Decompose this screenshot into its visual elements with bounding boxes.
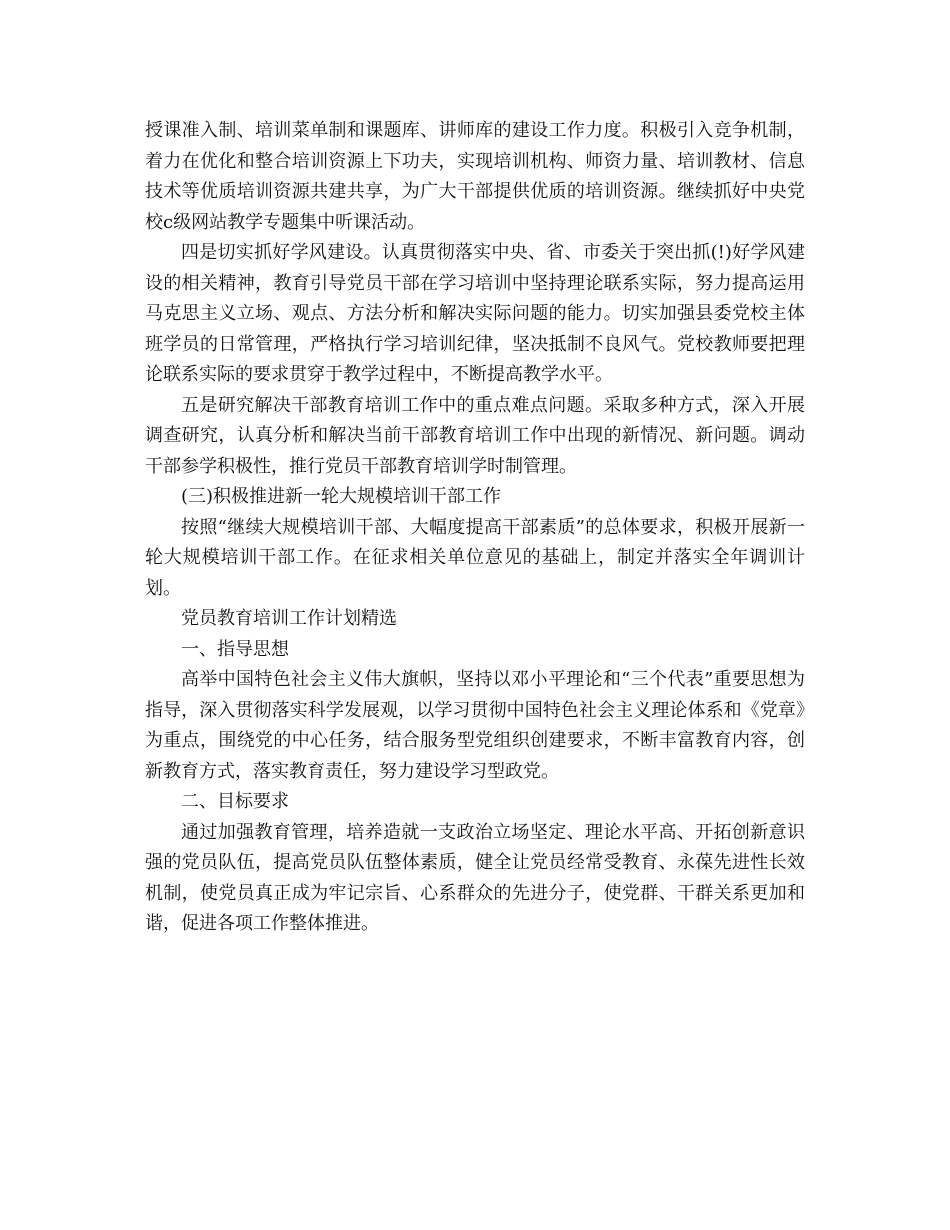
- paragraph-large-scale-training: 按照“继续大规模培训干部、大幅度提高干部素质”的总体要求，积极开展新一轮大规模培训干部工作。在征求相关单位意见的基础上，制定并落实全年调训计划。: [145, 516, 805, 599]
- section-heading-guiding-thought: 一、指导思想: [181, 638, 289, 660]
- paragraph-study-style: 四是切实抓好学风建设。认真贯彻落实中央、省、市委关于突出抓(!)好学风建设的相关精神，教育引导党员干部在学习培训中坚持理论联系实际，努力提高运用马克思主义立场、观点、方法分析和解决实际问题的能力。切实加强县委党校主体班学员的日常管理，严格执行学习培训纪律，坚决抵制不良风气。党校教师要把理论联系实际的要求贯穿于教学过程中，不断提高教学水平。: [145, 242, 805, 385]
- section-heading-goals: 二、目标要求: [181, 791, 289, 812]
- document-body: [145, 116, 805, 940]
- paragraph-key-problems: 五是研究解决干部教育培训工作中的重点难点问题。采取多种方式，深入开展调查研究，认真分析和解决当前干部教育培训工作中出现的新情况、新问题。调动干部参学积极性，推行党员干部教育培训学时制管理。: [145, 394, 805, 477]
- section-heading-large-scale-training: (三)积极推进新一轮大规模培训干部工作: [181, 486, 502, 507]
- paragraph-guiding-thought: 高举中国特色社会主义伟大旗帜，坚持以邓小平理论和“三个代表”重要思想为指导，深入贯彻落实科学发展观，以学习贯彻中国特色社会主义理论体系和《党章》为重点，围绕党的中心任务，结合服务型党组织创建要求，不断丰富教育内容，创新教育方式，落实教育责任，努力建设学习型政党。: [145, 669, 805, 782]
- document-subtitle: 党员教育培训工作计划精选: [181, 608, 397, 629]
- paragraph-goals: 通过加强教育管理，培养造就一支政治立场坚定、理论水平高、开拓创新意识强的党员队伍，提高党员队伍整体素质，健全让党员经常受教育、永葆先进性长效机制，使党员真正成为牢记宗旨、心系群众的先进分子，使党群、干群关系更加和谐，促进各项工作整体推进。: [145, 821, 805, 934]
- paragraph-continuation-training-resources: 授课准入制、培训菜单制和课题库、讲师库的建设工作力度。积极引入竞争机制，着力在优化和整合培训资源上下功夫，实现培训机构、师资力量、培训教材、信息技术等优质培训资源共建共享，为广大干部提供优质的培训资源。继续抓好中央党校c级网站教学专题集中听课活动。: [145, 120, 805, 233]
